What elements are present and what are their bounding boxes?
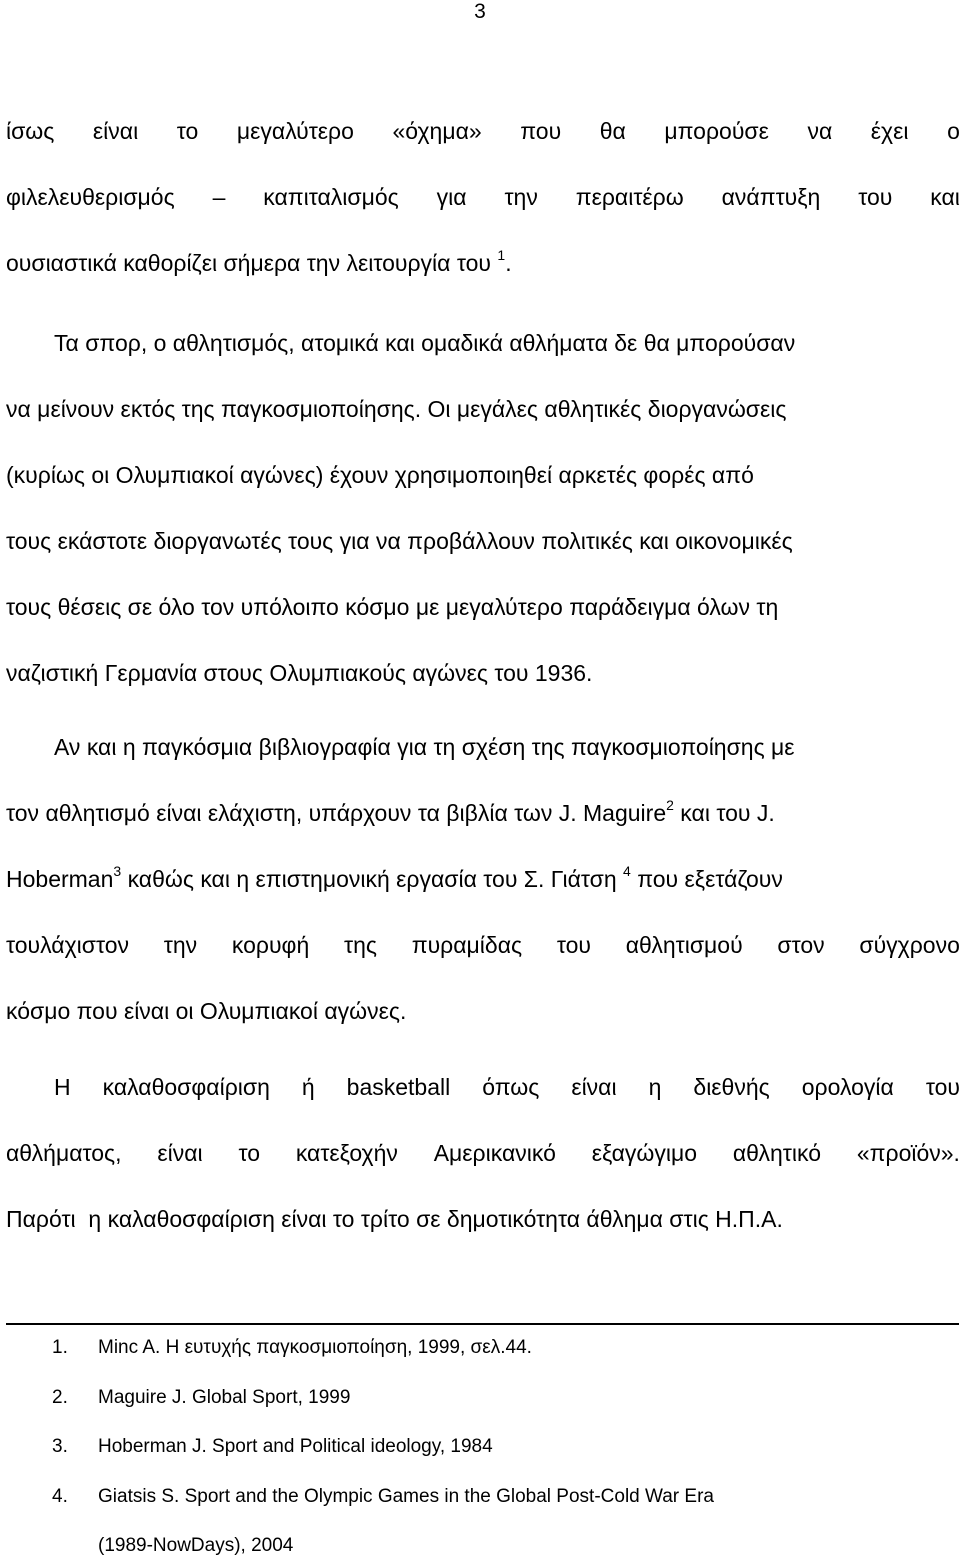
footnote-ref-1: 1 bbox=[497, 247, 506, 264]
word: είναι bbox=[571, 1074, 617, 1100]
word: το bbox=[238, 1140, 260, 1166]
word: καπιταλισμός bbox=[263, 184, 399, 210]
footnote-number: 2. bbox=[52, 1387, 68, 1408]
paragraph-2-line-5: τους θέσεις σε όλο τον υπόλοιπο κόσμο με μεγαλύτερο παράδειγμα όλων τη bbox=[6, 594, 779, 620]
word: ανάπτυξη bbox=[721, 184, 821, 210]
paragraph-2-line-4: τους εκάστοτε διοργανωτές τους για να προβάλλουν πολιτικές και οικονομικές bbox=[6, 528, 793, 554]
paragraph-3-line-5: κόσμο που είναι οι Ολυμπιακοί αγώνες. bbox=[6, 998, 407, 1024]
word: του bbox=[556, 932, 591, 958]
paragraph-1-line-1 bbox=[6, 98, 960, 164]
footnote-1 bbox=[52, 1336, 532, 1360]
paragraph-4-line-1 bbox=[6, 1054, 960, 1120]
page-number: 3 bbox=[474, 0, 486, 23]
paragraph-2 bbox=[6, 310, 960, 706]
footnote-ref-4: 4 bbox=[623, 863, 631, 880]
word: που bbox=[520, 118, 562, 144]
line-text: που εξετάζουν bbox=[630, 866, 783, 892]
paragraph-2-line-6: ναζιστική Γερμανία στους Ολυμπιακούς αγώνες του 1936. bbox=[6, 660, 593, 686]
word: «όχημα» bbox=[392, 118, 482, 144]
word: μεγαλύτερο bbox=[236, 118, 354, 144]
word: basketball bbox=[346, 1074, 451, 1100]
word: αθλητισμού bbox=[625, 932, 743, 958]
footnote-text: Minc A. Η ευτυχής παγκοσμιοποίηση, 1999, σελ.44. bbox=[98, 1337, 532, 1358]
footnote-number: 4. bbox=[52, 1486, 68, 1507]
paragraph-2-line-1: Τα σπορ, ο αθλητισμός, ατομικά και ομαδικά αθλήματα δε θα μπορούσαν bbox=[54, 330, 796, 356]
word: κατεξοχήν bbox=[295, 1140, 398, 1166]
word: η bbox=[648, 1074, 662, 1100]
word: να bbox=[807, 118, 833, 144]
paragraph-4 bbox=[6, 1054, 960, 1252]
footnote-text: Hoberman J. Sport and Political ideology, 1984 bbox=[98, 1436, 493, 1457]
word: πυραμίδας bbox=[411, 932, 523, 958]
word: Η bbox=[54, 1074, 71, 1100]
paragraph-3 bbox=[6, 714, 960, 1044]
word: σύγχρονο bbox=[859, 932, 960, 958]
word: διεθνής bbox=[693, 1074, 770, 1100]
word: ή bbox=[301, 1074, 315, 1100]
footnote-ref-3: 3 bbox=[113, 863, 122, 880]
word: για bbox=[436, 184, 467, 210]
paragraph-1 bbox=[6, 98, 960, 296]
word: φιλελευθερισμός bbox=[6, 184, 175, 210]
word: αθλήματος, bbox=[6, 1140, 122, 1166]
footnote-3 bbox=[52, 1435, 493, 1459]
word: του bbox=[925, 1074, 960, 1100]
footnote-2 bbox=[52, 1386, 350, 1410]
word: την bbox=[504, 184, 538, 210]
paragraph-3-line-2 bbox=[6, 780, 960, 846]
line-end: . bbox=[505, 250, 512, 276]
line-text: ουσιαστικά καθορίζει σήμερα την λειτουργία του bbox=[6, 250, 491, 276]
word: την bbox=[163, 932, 198, 958]
footnote-text: Giatsis S. Sport and the Olympic Games in the Global Post-Cold War Era bbox=[98, 1486, 714, 1507]
word: του bbox=[858, 184, 893, 210]
word: «προϊόν». bbox=[856, 1140, 960, 1166]
footnote-4-continuation: (1989-NowDays), 2004 bbox=[98, 1535, 294, 1556]
word: τουλάχιστον bbox=[6, 932, 130, 958]
paragraph-1-line-3 bbox=[6, 230, 960, 296]
paragraph-2-line-2: να μείνουν εκτός της παγκοσμιοποίησης. Οι μεγάλες αθλητικές διοργανώσεις bbox=[6, 396, 787, 422]
footnote-separator bbox=[6, 1323, 959, 1325]
paragraph-1-line-2 bbox=[6, 164, 960, 230]
word: ίσως bbox=[6, 118, 55, 144]
word: κορυφή bbox=[231, 932, 310, 958]
paragraph-3-line-3 bbox=[6, 846, 960, 912]
word: καλαθοσφαίριση bbox=[102, 1074, 270, 1100]
line-text: καθώς και η επιστημονική εργασία του Σ. Γιάτση bbox=[121, 866, 617, 892]
word: περαιτέρω bbox=[575, 184, 684, 210]
footnote-4 bbox=[52, 1485, 714, 1509]
word: το bbox=[176, 118, 199, 144]
line-text: και του J. bbox=[673, 800, 775, 826]
word: και bbox=[930, 184, 960, 210]
word: έχει bbox=[870, 118, 909, 144]
word: εξαγώγιμο bbox=[591, 1140, 698, 1166]
word: είναι bbox=[92, 118, 139, 144]
paragraph-3-line-1: Αν και η παγκόσμια βιβλιογραφία για τη σχέση της παγκοσμιοποίησης με bbox=[54, 734, 795, 760]
paragraph-2-line-3: (κυρίως οι Ολυμπιακοί αγώνες) έχουν χρησιμοποιηθεί αρκετές φορές από bbox=[6, 462, 754, 488]
word: ορολογία bbox=[801, 1074, 894, 1100]
word: της bbox=[344, 932, 377, 958]
word: αθλητικό bbox=[732, 1140, 822, 1166]
footnote-ref-2: 2 bbox=[666, 797, 674, 814]
word: θα bbox=[599, 118, 626, 144]
word: είναι bbox=[157, 1140, 203, 1166]
footnote-text: Maguire J. Global Sport, 1999 bbox=[98, 1387, 351, 1408]
word: στον bbox=[777, 932, 825, 958]
word: Αμερικανικό bbox=[433, 1140, 556, 1166]
paragraph-4-line-2 bbox=[6, 1120, 960, 1186]
line-text: τον αθλητισμό είναι ελάχιστη, υπάρχουν τα βιβλία των J. Maguire bbox=[6, 800, 667, 826]
word: μπορούσε bbox=[664, 118, 769, 144]
word: όπως bbox=[482, 1074, 540, 1100]
line-text: Hoberman bbox=[6, 866, 114, 892]
footnote-number: 3. bbox=[52, 1436, 68, 1457]
paragraph-3-line-4 bbox=[6, 912, 960, 978]
paragraph-4-line-3: Παρότι η καλαθοσφαίριση είναι το τρίτο σε δημοτικότητα άθλημα στις Η.Π.Α. bbox=[6, 1206, 783, 1232]
footnote-number: 1. bbox=[52, 1337, 68, 1358]
word: ο bbox=[947, 118, 960, 144]
word: – bbox=[212, 184, 226, 210]
